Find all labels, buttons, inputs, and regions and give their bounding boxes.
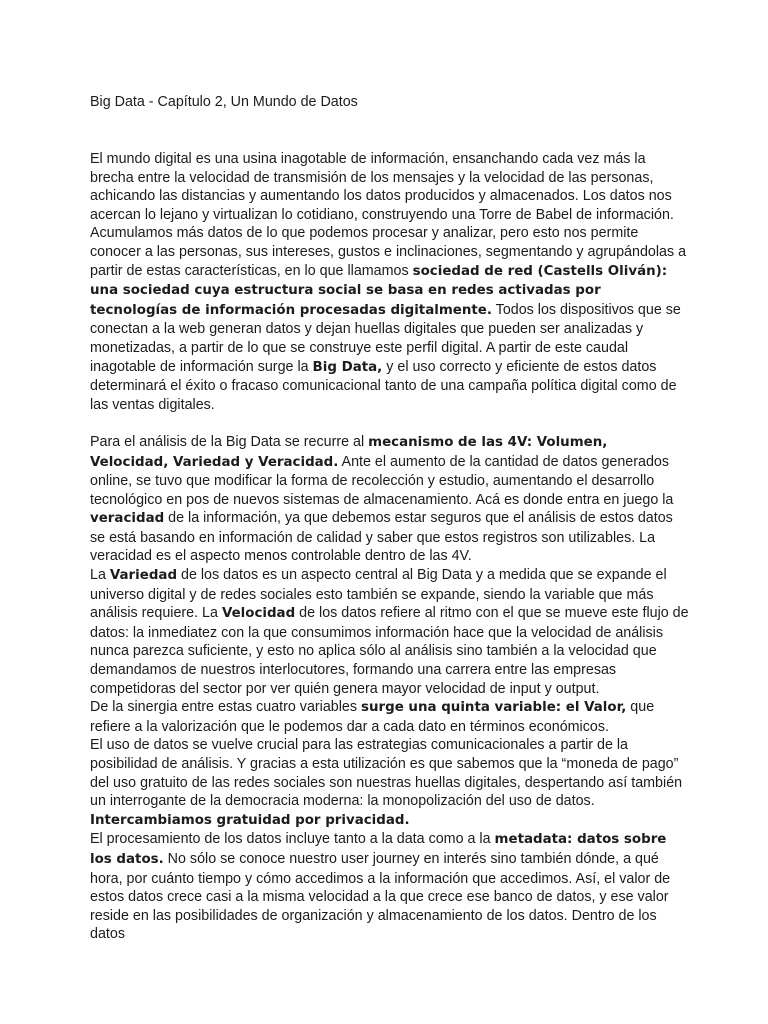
- text-run: La: [90, 567, 110, 584]
- paragraph-4v-mechanism: [90, 433, 690, 566]
- paragraph-data-use: [90, 736, 690, 810]
- bold-text: Variedad: [109, 568, 178, 584]
- paragraph-metadata: [90, 830, 690, 944]
- bold-text: metadata: datos sobre los datos.: [90, 832, 667, 867]
- paragraph-privacy-statement: [90, 811, 690, 831]
- bold-text: Big Data,: [312, 359, 383, 375]
- bold-text: sociedad de red (Castells Oliván): una sociedad cuya estructura social se basa en redes activadas por tecnologías de información procesadas digitalmente.: [90, 263, 668, 318]
- text-run: y el uso correcto y eficiente de estos datos determinará el éxito o fracaso comunicacional tanto de una campaña política digital como de las ventas digitales.: [90, 358, 677, 413]
- document-title: Big Data - Capítulo 2, Un Mundo de Datos: [90, 94, 358, 110]
- text-run: que refiere a la valorización que le podemos dar a cada dato en términos económicos.: [90, 699, 655, 735]
- text-run: Para el análisis de la Big Data se recurre al: [90, 433, 369, 450]
- bold-text: surge una quinta variable: el Valor,: [361, 700, 627, 716]
- text-run: de los datos es un aspecto central al Big Data y a medida que se expande el universo digital y de redes sociales esto también se expande, siendo la variable que más análisis requiere. La: [90, 567, 667, 622]
- text-run: Ante el aumento de la cantidad de datos generados online, se tuvo que modificar la forma de recolección y estudio, aumentando el desarrollo tecnológico en pos de nuevos sistemas de almacenamiento. Acá es donde entra en juego la: [90, 453, 674, 508]
- bold-text: veracidad: [90, 511, 165, 527]
- document-body: [90, 150, 690, 944]
- text-run: El mundo digital es una usina inagotable de información, ensanchando cada vez más la brecha entre la velocidad de transmisión de los mensajes y la velocidad de las personas, achicando las distancias y aumentando los datos producidos y almacenados. Los datos nos acercan lo lejano y virtualizan lo cotidiano, construyendo una Torre de Babel de información. Acumulamos más datos de lo que podemos procesar y analizar, pero esto nos permite conocer a las personas, sus intereses, gustos e inclinaciones, segmentando y agrupándolas a partir de estas características, en lo que llamamos: [90, 151, 687, 279]
- text-run: de los datos refiere al ritmo con el que se mueve este flujo de datos: la inmediatez con la que consumimos información hace que la velocidad de análisis nunca parezca suficiente, y esto no aplica sólo al análisis sino también a la velocidad que demandamos de nuestros interlocutores, formando una carrera entre las empresas competidoras del sector por ver quién genera mayor velocidad de input y output.: [90, 605, 689, 697]
- paragraph-digital-world: [90, 150, 690, 414]
- text-run: de la información, ya que debemos estar seguros que el análisis de estos datos se está basando en información de calidad y saber que estos registros son utilizables. La veracidad es el aspecto menos controlable dentro de las 4V.: [90, 510, 673, 565]
- text-run: El uso de datos se vuelve crucial para las estrategias comunicacionales a partir de la posibilidad de análisis. Y gracias a esta utilización es que sabemos que la “moneda de pago” del uso gratuito de las redes sociales son nuestras huellas digitales, despertando así también un interrogante de la democracia moderna: la monopolización del uso de datos.: [90, 737, 683, 810]
- bold-text: Velocidad: [221, 606, 296, 622]
- bold-text: Intercambiamos gratuidad por privacidad.: [90, 812, 410, 828]
- text-run: No sólo se conoce nuestro user journey en interés sino también dónde, a qué hora, por cuánto tiempo y cómo accedimos a la información que accedimos. Así, el valor de estos datos crece casi a la misma velocidad a la que crece ese banco de datos, y ese valor reside en las posibilidades de organización y almacenamiento de los datos. Dentro de los datos: [90, 850, 671, 943]
- text-run: De la sinergia entre estas cuatro variables: [90, 699, 361, 716]
- text-run: El procesamiento de los datos incluye tanto a la data como a la: [90, 831, 495, 848]
- paragraph-variety-velocity: [90, 566, 690, 698]
- paragraph-value: [90, 698, 690, 736]
- bold-text: mecanismo de las 4V: Volumen, Velocidad, Variedad y Veracidad.: [90, 434, 608, 470]
- text-run: Todos los dispositivos que se conectan a la web generan datos y dejan huellas digitales que pueden ser analizadas y monetizadas, a partir de lo que se construye este perfil digital. A partir de este caudal inagotable de información surge la: [90, 301, 681, 375]
